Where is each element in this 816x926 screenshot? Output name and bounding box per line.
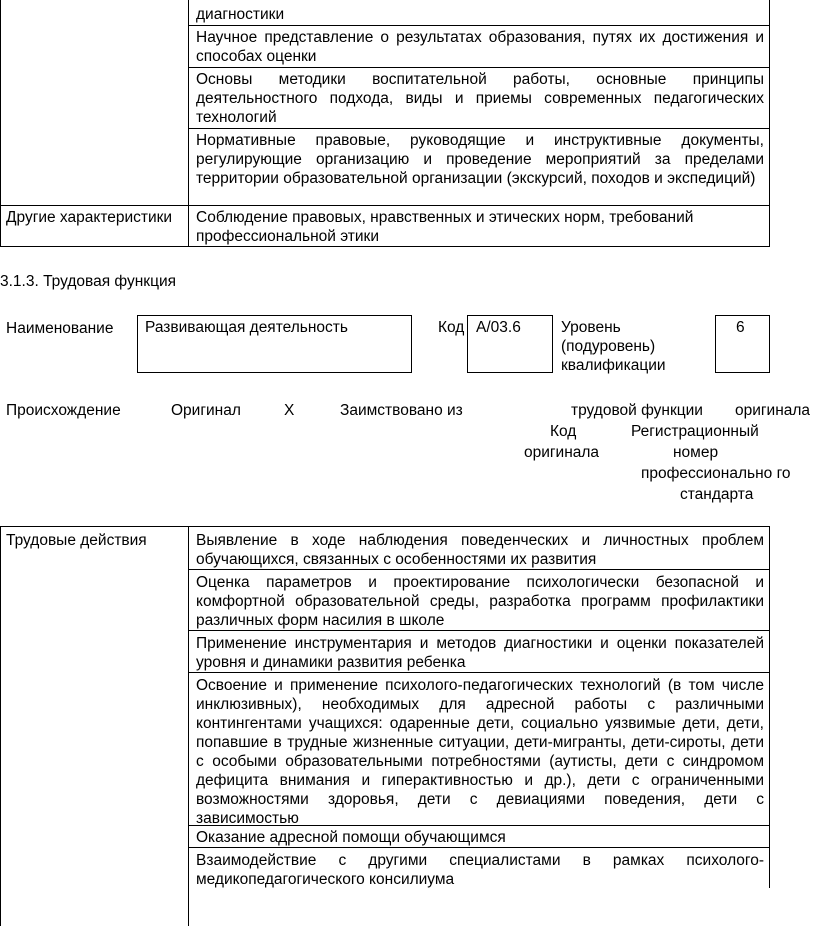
origin-original-right: оригинала (735, 402, 811, 419)
table-cell: Применение инструментария и методов диагностики и оценки показателей уровня и динамики развития ребенка (196, 635, 764, 671)
table-cell: Освоение и применение психолого-педагогических технологий (в том числе инклюзивных), необходимых для адресной работы с различными контингентами учащихся: одаренные дети, социально уязвимые дети, дети, попавшие в трудные жизненные ситуации, дети-мигранты, дети-сироты, дети с особыми образовательными потребностями (аутисты, дети с синдромом дефицита внимания и гиперактивностью и др.), дети с ограниченными возможностями здоровья, дети с девиациями поведения, дети с зависимостью (196, 677, 764, 827)
other-characteristics-label: Другие характеристики (6, 209, 173, 226)
actions-label: Трудовые действия (6, 532, 147, 549)
reg-caption: профессионально го (641, 465, 791, 482)
name-value: Развивающая деятельность (145, 319, 348, 336)
table-border (188, 672, 770, 673)
table-cell: Основы методики воспитательной работы, основные принципы деятельностного подхода, виды и приемы современных педагогических технологий (196, 71, 764, 126)
table-border (0, 246, 770, 247)
code-field (467, 315, 553, 373)
table-border (769, 0, 770, 246)
table-cell: Оказание адресной помощи обучающимся (196, 829, 506, 846)
table-cell: Научное представление о результатах образования, путях их достижения и способах оценки (196, 29, 764, 65)
reg-caption: номер (673, 444, 719, 461)
code-caption: оригинала (524, 444, 600, 461)
origin-mark: X (284, 402, 295, 419)
table-border (0, 526, 1, 926)
table-cell: Оценка параметров и проектирование психологически безопасной и комфортной образовательной среды, разработка программ профилактики различных форм насилия в школе (196, 574, 764, 629)
table-border (188, 569, 770, 570)
other-characteristics-value: Соблюдение правовых, нравственных и этических норм, требований профессиональной этики (196, 209, 694, 245)
table-border (188, 630, 770, 631)
table-border (0, 0, 1, 246)
code-label: Код (438, 319, 465, 336)
table-border (188, 128, 770, 129)
origin-function-phrase: трудовой функции (571, 402, 703, 419)
level-label: Уровень (подуровень) квалификации (561, 319, 666, 374)
origin-original: Оригинал (171, 402, 241, 419)
level-field (715, 315, 770, 373)
name-field (137, 315, 412, 373)
level-value: 6 (736, 319, 745, 336)
table-border (188, 67, 770, 68)
section-title: 3.1.3. Трудовая функция (0, 273, 177, 290)
table-border (0, 526, 770, 527)
code-caption: Код (550, 423, 577, 440)
table-cell: диагностики (196, 6, 285, 23)
table-cell: Выявление в ходе наблюдения поведенческих и личностных проблем обучающихся, связанных с особенностями их развития (196, 532, 764, 568)
name-label: Наименование (6, 320, 114, 337)
table-border (769, 526, 770, 888)
table-border (188, 526, 189, 926)
code-value: А/03.6 (476, 319, 521, 336)
table-cell: Взаимодействие с другими специалистами в рамках психолого-медикопедагогического консилиума (196, 852, 764, 888)
table-border (188, 0, 189, 246)
table-border (188, 847, 770, 848)
table-border (0, 205, 770, 206)
reg-caption: стандарта (680, 486, 754, 503)
origin-borrowed: Заимствовано из (340, 402, 463, 419)
table-border (188, 25, 770, 26)
reg-caption: Регистрационный (631, 423, 759, 440)
origin-label: Происхождение (6, 402, 121, 419)
table-cell: Нормативные правовые, руководящие и инструктивные документы, регулирующие организацию и проведение мероприятий за пределами территории образовательной организации (экскурсий, походов и экспедиций) (196, 132, 764, 187)
